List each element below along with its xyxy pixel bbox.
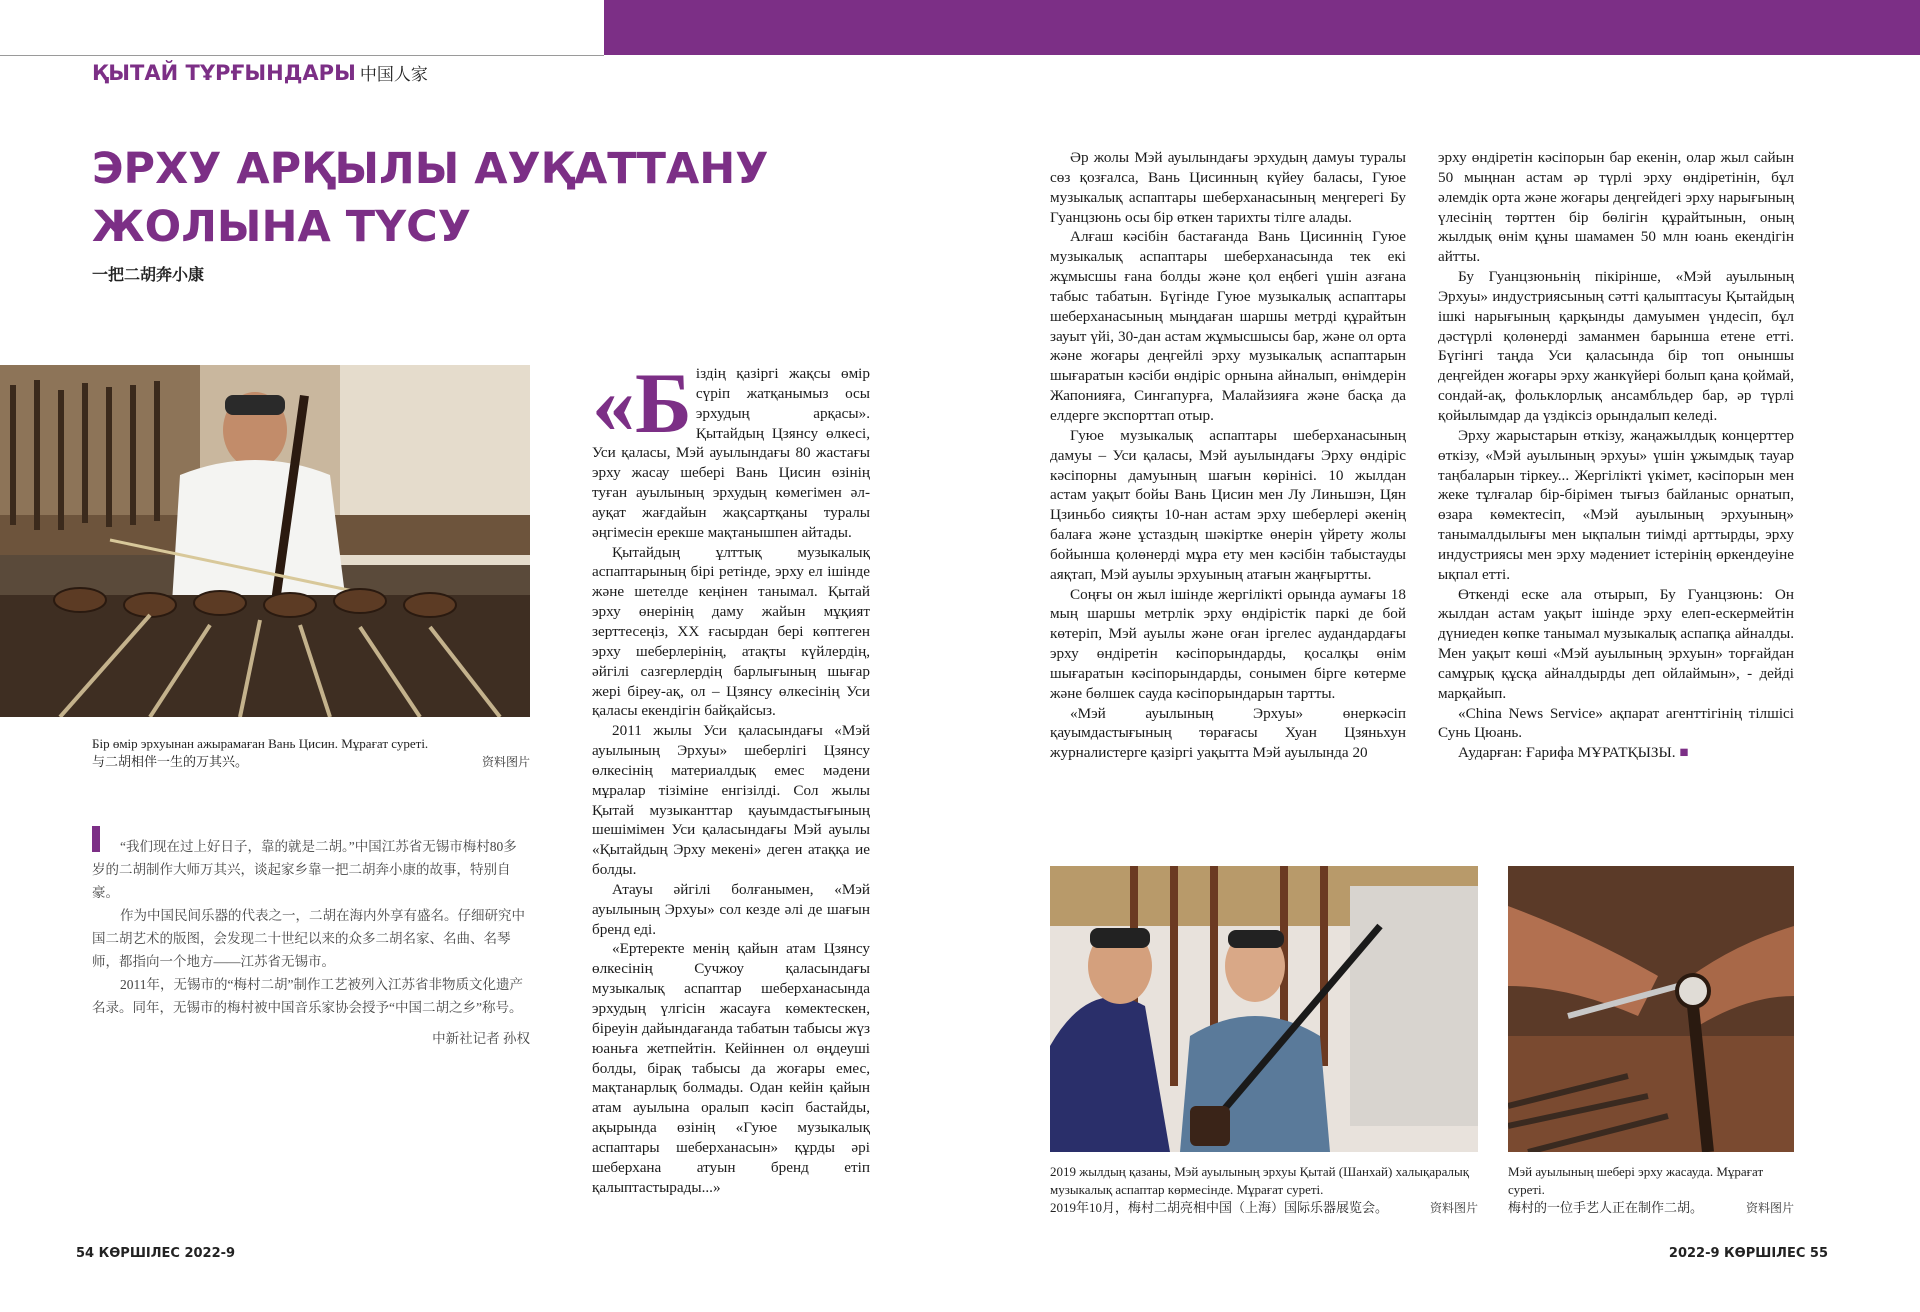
article-column-2 xyxy=(1050,148,1406,763)
lead-paragraph: «Б іздің қазіргі жақсы өмір сүріп жатқанымыз осы эрхудың арқасы». Қытайдың Цзянсу өлкесі, Уси қаласы, Мэй ауылындағы 80 жастағы эрху жасау шебері Вань Цисин өзінің туған ауылының эрхудың көмегімен әл-ауқат жағдайын жақсартқаны туралы әңгімесін ерекше мақтанышпен айтады. xyxy=(592,355,870,541)
article-paragraph: Әр жолы Мэй ауылындағы эрхудың дамуы туралы сөз қозғалса, Вань Цисинның күйеу баласы, Гуюе музыкалық аспаптары шеберханасының меңгерегі Бу Гуанцзюнь осы бір өткен тарихты тілге алады. xyxy=(1050,149,1406,226)
chinese-paragraph: “我们现在过上好日子，靠的就是二胡。”中国江苏省无锡市梅村80多岁的二胡制作大师万其兴，谈起家乡靠一把二胡奔小康的故事，特别自豪。 xyxy=(92,839,517,900)
article-paragraph: Гуюе музыкалық аспаптары шеберханасының дамуы – Уси қаласы, Мэй ауылындағы Эрху өндіріс кәсіпорны дамуының шағын көрінісі. 10 жылдан астам уақыт бойы Вань Цисин мен Лу Линьшэн, Цян Цзиньбо сияқты 10-нан астам эрху шеберлері әкенің балаға және ұстаздың шәкіртке өнерін үйрету жолы бойынша қолөнерді мұра ету мен кәсібін табыстауды аяқтап, Мэй ауылы эрхуының атағын жаңғыртты. xyxy=(1050,426,1406,583)
photo1-credit: 资料图片 xyxy=(481,755,530,769)
end-mark: ■ xyxy=(1679,744,1689,762)
photo1-caption-cn: 与二胡相伴一生的万其兴。 xyxy=(92,754,249,769)
article-paragraph: Бу Гуанцзюньнің пікірінше, «Мэй ауылының Эрхуы» индустриясының сәтті қалыптасуы Қытайдың ішкі нарығының қарқынды дамуымен үндесіп, бұл дәстүрлі қолөнерді заманмен барынша етене етті. Бүгінгі таңда Уси қаласында бір топ оныншы деңгейден жоғары эрху жанкүйері болып қана қоймай, сондай-ақ, фольклорлық ансамбльдер бар, әр түрлі қойылымдар да үздіксіз орындалып келеді. xyxy=(1438,268,1794,424)
chinese-paragraph: 作为中国民间乐器的代表之一，二胡在海内外享有盛名。仔细研究中国二胡艺术的版图，会发现二十世纪以来的众多二胡名家、名曲、名琴师，都指向一个地方——江苏省无锡市。 xyxy=(92,908,525,969)
photo3-caption-cn: 梅村的一位手艺人正在制作二胡。 xyxy=(1508,1200,1704,1215)
article-paragraph: Өткенді еске ала отырып, Бу Гуанцзюнь: Он жылдан астам уақыт ішінде эрху елеп-ескермейтін дүниеден көпке танымал музыкалық аспапқа айналды. Мен уақыт көші «Мэй ауылының эрхуын» торғайдан самұрық құсқа айналдырды деп ойлаймын», - дейді марқайып. xyxy=(1438,585,1794,702)
photo2-caption-kz: 2019 жылдың қазаны, Мэй ауылының эрхуы Қытай (Шанхай) халықаралық музыкалық аспаптар көрмесінде. Мұрағат суреті. xyxy=(1050,1164,1470,1197)
translator-line: Аударған: Ғарифа МҰРАТҚЫЗЫ. ■ xyxy=(1458,744,1689,762)
article-paragraph: эрху өндіретін кәсіпорын бар екенін, олар жыл сайын 50 мыңнан астам әр түрлі эрху өндіретінін, бұл әлемдік орта және жоғары деңгейдегі эрху нарығының үлесінің төрттен бір бөлігін құрайтынын, оның жылдық өнім құны шамамен 50 млн юань екендігін айтты. xyxy=(1438,149,1794,266)
photo1-caption-kz: Бір өмір эрхуынан ажырамаған Вань Цисин. Мұрағат суреті. xyxy=(92,736,429,751)
article-paragraph: 2011 жылы Уси қаласындағы «Мэй ауылының Эрхуы» шеберлігі Цзянсу өлкесінің материалдық емес мәдени мұралар тізіміне енгізілді. Сол жылы Қытай музыканттар қауымдастығының шешімімен Уси қаласындағы Мэй ауылы «Қытайдың Эрху мекені» деген атаққа ие болды. xyxy=(592,722,870,879)
header-rule xyxy=(0,55,604,56)
article-paragraph: «Ертеректе менің қайын атам Цзянсу өлкесінің Сучжоу қаласындағы музыкалық аспаптар шеберханасында эрхудың үлгісін жасауға көмектескен, біреуін дайындағанда табатын табысы жүз юаньға жетпейтін. Кейіннен ол өңдеуші болды, бірақ табысы да жоғары емес, мақтанарлық болмады. Одан кейін қайын атам ауылына оралып кәсіп бастайды, ақырында өзінің «Гуюе музыкалық аспаптары шеберханасын» құрды әрі шеберхана атуын бренд етіп қалыптастырады...» xyxy=(592,940,870,1196)
drop-cap: «Б xyxy=(592,355,692,451)
article-column-3 xyxy=(1438,148,1794,763)
article-paragraph: «China News Service» ақпарат агенттігінің тілшісі Сунь Цюань. xyxy=(1438,704,1794,742)
article-paragraph: Қытайдың ұлттық музыкалық аспаптарының бірі ретінде, эрху ел ішінде және шетелде кеңінен танымал. Қытай эрху өнерінің даму жайын мұқият зерттесеңіз, XX ғасырдан бері көптеген эрху шеберлерінің, атақты күйлердің, әйгілі сазгерлердің барлығының шығар жері біреу-ақ, ол – Цзянсу өлкесінің Уси қаласы екендігін байқайсыз. xyxy=(592,543,870,720)
photo2-caption-cn: 2019年10月，梅村二胡亮相中国（上海）国际乐器展览会。 xyxy=(1050,1200,1389,1215)
photo-craftsman xyxy=(1508,866,1794,1152)
header-color-bar xyxy=(604,0,1920,55)
chinese-summary xyxy=(92,835,530,1050)
page-footer-left: 54 КӨРШІЛЕС 2022-9 xyxy=(76,1246,236,1261)
chinese-paragraph: 2011年，无锡市的“梅村二胡”制作工艺被列入江苏省非物质文化遗产名录。同年，无锡市的梅村被中国音乐家协会授予“中国二胡之乡”称号。 xyxy=(92,977,523,1015)
photo3-credit: 资料图片 xyxy=(1745,1201,1794,1215)
photo1-caption xyxy=(92,735,530,771)
section-label-cn: 中国人家 xyxy=(359,65,428,85)
photo-erhu-master xyxy=(0,365,530,717)
article-subtitle: 一把二胡奔小康 xyxy=(92,265,205,284)
section-label-kz: ҚЫТАЙ ТҰРҒЫНДАРЫ xyxy=(92,61,356,85)
photo-exhibition xyxy=(1050,866,1478,1152)
photo2-credit: 资料图片 xyxy=(1429,1201,1478,1215)
page-footer-right: 2022-9 КӨРШІЛЕС 55 xyxy=(1668,1246,1828,1261)
photo3-caption-kz: Мэй ауылының шебері эрху жасауда. Мұрағат суреті. xyxy=(1508,1164,1764,1197)
article-paragraph: Алғаш кәсібін бастағанда Вань Цисиннің Гуюе музыкалық аспаптары шеберханасында тек екі жұмысшы ғана болды және қол еңбегі үшін азғана табыс табатын. Бүгінде Гуюе музыкалық аспаптары шеберханасының мыңдаған шаршы метрді құрайтын зауыт үйі, 30-дан астам жұмысшысы бар, және ол орта және жоғары деңгейлі эрху музыкалық аспаптарын шығаратын кәсіби өндіріс орнына айналып, өнімдерін Жапонияға, Сингапурға, Малайзияға және басқа да елдерге экспорттап отыр. xyxy=(1050,228,1406,424)
article-paragraph: Соңғы он жыл ішінде жергілікті орында аумағы 18 мың шаршы метрлік эрху өндірістік паркі де бой көтеріп, Мэй ауылы және оған іргелес аудандардағы эрху өндіретін кәсіпорындарды, қосалқы өнім шығаратын кәсіпорындарды, сонымен бірге көтерме және бөлшек сауда кәсіпорындарын тартты. xyxy=(1050,585,1406,702)
photo3-caption xyxy=(1508,1163,1794,1217)
article-column-1 xyxy=(592,355,870,1197)
section-label xyxy=(92,60,428,85)
article-paragraph: «Мэй ауылының Эрхуы» өнеркәсіп қауымдастығының төрағасы Хуан Цзяньхун журналистерге қазіргі уақытта Мэй ауылында 20 xyxy=(1050,704,1406,762)
photo2-caption xyxy=(1050,1163,1478,1217)
chinese-byline: 中新社记者 孙权 xyxy=(432,1031,530,1046)
article-title: ЭРХУ АРҚЫЛЫ АУҚАТТАНУ ЖОЛЫНА ТҮСУ xyxy=(92,144,769,252)
article-paragraph: Эрху жарыстарын өткізу, жаңажылдық концерттер өткізу, «Мэй ауылының эрхуы» үшін ұжымдық тауар таңбаларын тіркеу... Жергілікті үкімет, кәсіпорын мен жеке тұлғалар бір-бірімен тығыз байланыс орнатып, өзара көмектесіп, «Мэй ауылының эрхуының» танымалдылығы мен ықпалын тиімді арттырды, эрху индустриясы мен эрху мәдениет істерінің өркендеуіне ықпал етті. xyxy=(1438,426,1794,583)
article-paragraph: Атауы әйгілі болғанымен, «Мэй ауылының Эрхуы» сол кезде әлі де шағын бренд еді. xyxy=(592,880,870,938)
